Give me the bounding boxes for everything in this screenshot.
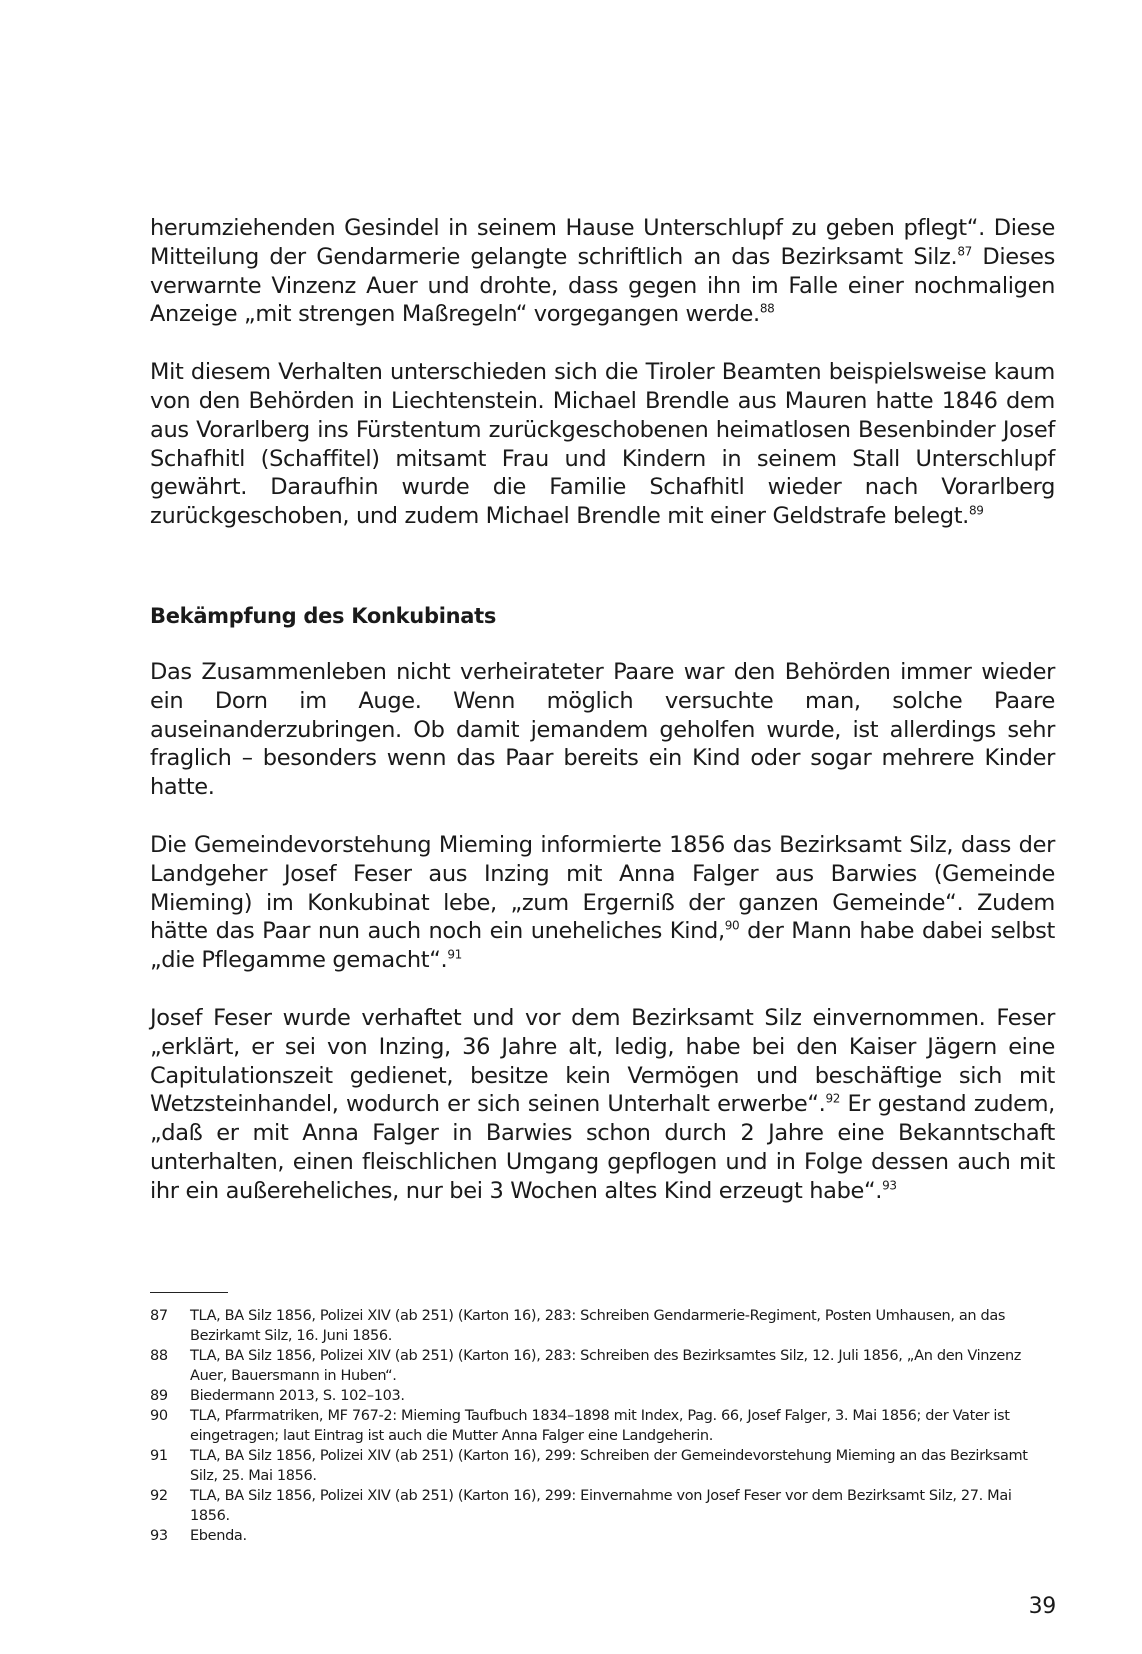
- paragraph: [150, 1004, 1055, 1206]
- footnote: [150, 1486, 1055, 1526]
- footnote-ref[interactable]: 93: [882, 1178, 897, 1193]
- page-number: 39: [1028, 1594, 1056, 1619]
- paragraph-text: herumziehenden Gesindel in seinem Hause Unterschlupf zu geben pflegt“. Diese Mitteilung der Gendarmerie gelangte schriftlich an das Bezirksamt Silz.: [150, 215, 1055, 270]
- footnote-number: 87: [150, 1308, 168, 1324]
- footnote: [150, 1306, 1055, 1346]
- footnote-ref[interactable]: 87: [957, 244, 972, 259]
- footnote-ref[interactable]: 89: [968, 503, 984, 518]
- footnote-text: TLA, Pfarrmatriken, MF 767-2: Mieming Taufbuch 1834–1898 mit Index, Pag. 66, Josef Falger, 3. Mai 1856; der Vater ist eingetragen; laut Eintrag ist auch die Mutter Anna Falger eine Landgeherin.: [190, 1408, 1010, 1444]
- footnote-text: TLA, BA Silz 1856, Polizei XIV (ab 251) (Karton 16), 283: Schreiben Gendarmerie-Regiment, Posten Umhausen, an das Bezirkamt Silz, 16. Juni 1856.: [190, 1308, 1006, 1344]
- paragraph-text: Das Zusammenleben nicht verheirateter Paare war den Behörden immer wieder ein Dorn im Auge. Wenn möglich versuchte man, solche Paare auseinanderzubringen. Ob damit jemandem geholfen wurde, ist allerdings sehr fraglich – besonders wenn das Paar bereits ein Kind oder sogar mehrere Kinder hatte.: [150, 658, 1055, 801]
- footnote-number: 93: [150, 1528, 168, 1544]
- footnote: [150, 1386, 1055, 1406]
- footnote-number: 89: [150, 1388, 168, 1404]
- footnote-text: Biedermann 2013, S. 102–103.: [190, 1388, 405, 1404]
- footnote-ref[interactable]: 90: [724, 918, 740, 933]
- footnote-number: 91: [150, 1448, 168, 1464]
- footnote-number: 92: [150, 1488, 168, 1504]
- paragraph-text: Mit diesem Verhalten unterschieden sich die Tiroler Beamten beispielsweise kaum von den Behörden in Liechtenstein. Michael Brendle aus Mauren hatte 1846 dem aus Vorarlberg ins Fürstentum zurückgeschobenen heimatlosen Besenbinder Josef Schafhitl (Schaffitel) mitsamt Frau und Kindern in seinem Stall Unterschlupf gewährt. Daraufhin wurde die Familie Schafhitl wieder nach Vorarlberg zurückgeschoben, und zudem Michael Brendle mit einer Geldstrafe belegt.: [150, 359, 1055, 530]
- footnote-ref[interactable]: 92: [825, 1091, 841, 1106]
- footnote-text: TLA, BA Silz 1856, Polizei XIV (ab 251) (Karton 16), 283: Schreiben des Bezirksamtes Silz, 12. Juli 1856, „An den Vinzenz Auer, Bauersmann in Huben“.: [190, 1348, 1022, 1384]
- footnote-number: 90: [150, 1408, 168, 1424]
- paragraph: [150, 658, 1055, 802]
- footnote-text: Ebenda.: [190, 1528, 247, 1544]
- paragraph-text: Er gestand zudem, „daß er mit Anna Falger in Barwies schon durch 2 Jahre eine Bekanntschaft unterhalten, einen fleischlichen Umgang gepflogen und in Folge dessen auch mit ihr ein außereheliches, nur bei 3 Wochen altes Kind erzeugt habe“.: [150, 1091, 1055, 1204]
- paragraph-text: der Mann habe dabei selbst „die Pflegamme gemacht“.: [150, 918, 1056, 974]
- footnote: [150, 1526, 1055, 1546]
- footnotes: [150, 1306, 1055, 1546]
- footnote: [150, 1406, 1055, 1446]
- footnote: [150, 1446, 1055, 1486]
- section-heading: Bekämpfung des Konkubinats: [150, 603, 497, 628]
- paragraph-text: Die Gemeindevorstehung Mieming informierte 1856 das Bezirksamt Silz, dass der Landgeher Josef Feser aus Inzing mit Anna Falger aus Barwies (Gemeinde Mieming) im Konkubinat lebe, „zum Ergerniß der ganzen Gemeinde“. Zudem hätte das Paar nun auch noch ein uneheliches Kind,: [150, 831, 1055, 945]
- paragraph: [150, 358, 1055, 531]
- paragraph: [150, 214, 1055, 329]
- paragraph-text: Dieses verwarnte Vinzenz Auer und drohte, dass gegen ihn im Falle einer nochmaligen Anzeige „mit strengen Maßregeln“ vorgegangen werde.: [150, 243, 1055, 328]
- footnote-text: TLA, BA Silz 1856, Polizei XIV (ab 251) (Karton 16), 299: Einvernahme von Josef Feser vor dem Bezirksamt Silz, 27. Mai 1856.: [190, 1488, 1012, 1524]
- footnote-number: 88: [150, 1348, 168, 1364]
- footnote-ref[interactable]: 91: [447, 947, 462, 962]
- paragraph: [150, 831, 1055, 975]
- footnote-divider: [150, 1292, 228, 1293]
- footnote-ref[interactable]: 88: [759, 301, 775, 316]
- paragraph-text: Josef Feser wurde verhaftet und vor dem Bezirksamt Silz einvernommen. Feser „erklärt, er sei von Inzing, 36 Jahre alt, ledig, habe bei den Kaiser Jägern eine Capitulationszeit gedienet, besitze kein Vermögen und beschäftige sich mit Wetzsteinhandel, wodurch er sich seinen Unterhalt erwerbe“.: [150, 1004, 1055, 1118]
- footnote: [150, 1346, 1055, 1386]
- main-text: [150, 214, 1055, 1206]
- footnote-text: TLA, BA Silz 1856, Polizei XIV (ab 251) (Karton 16), 299: Schreiben der Gemeindevorstehung Mieming an das Bezirksamt Silz, 25. Mai 1856.: [190, 1448, 1028, 1484]
